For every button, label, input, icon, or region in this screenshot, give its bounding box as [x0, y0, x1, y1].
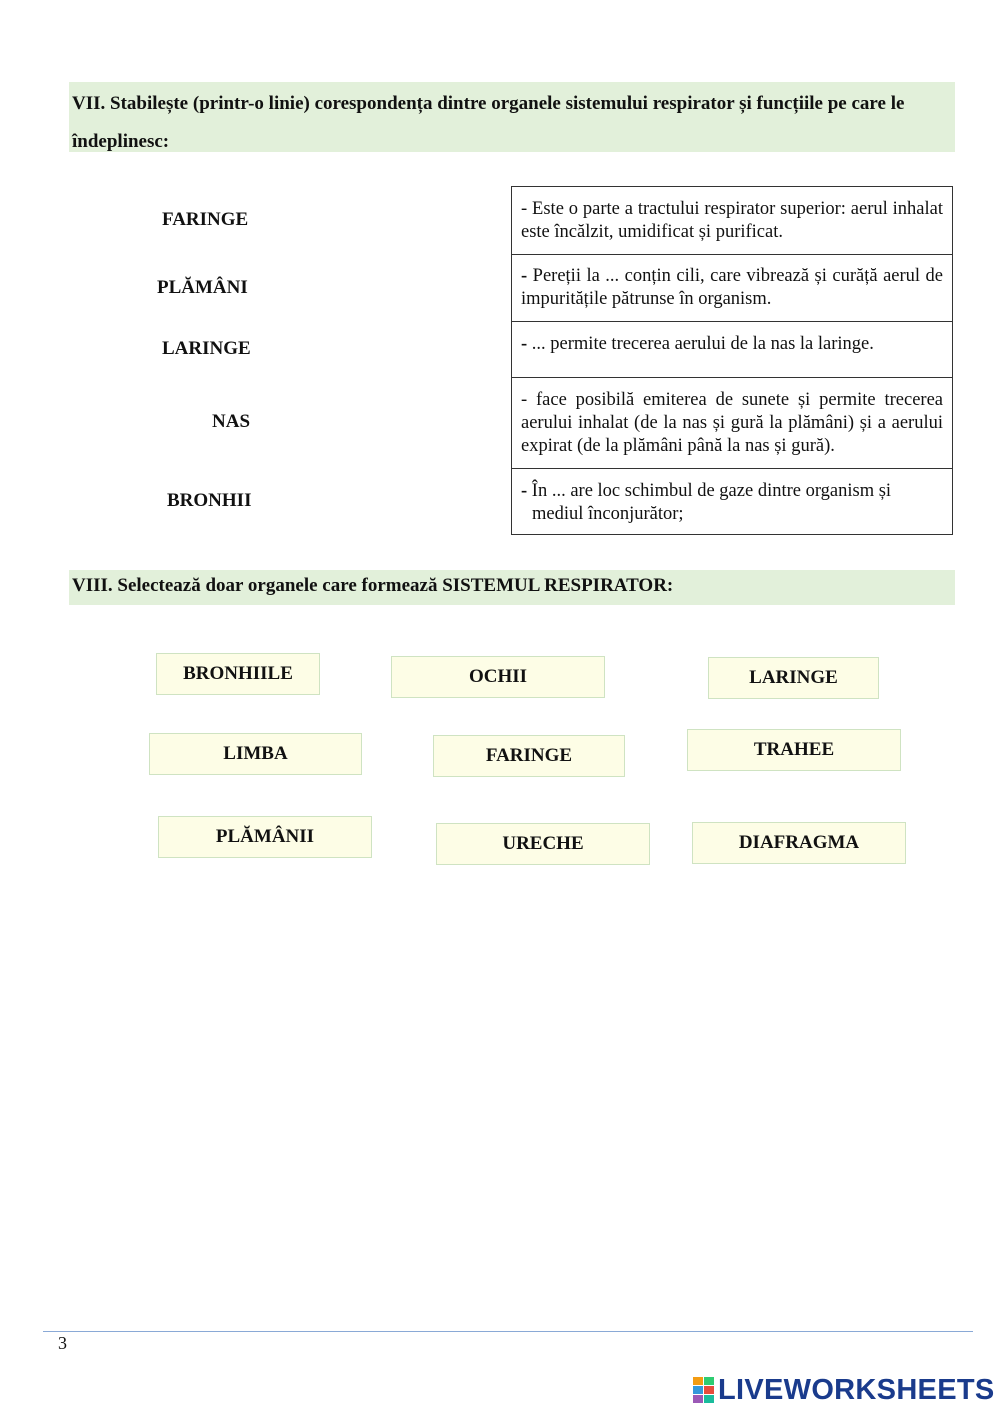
exercise-7-title: VII. Stabilește (printr-o linie) corespondența dintre organele sistemului respirator și funcțiile pe care le îndeplinesc: — [69, 82, 955, 152]
liveworksheets-logo-icon — [693, 1377, 715, 1403]
function-cell: - Este o parte a tractului respirator superior: aerul inhalat este încălzit, umidificat și purificat. — [512, 187, 953, 255]
organ-label-nas: NAS — [212, 411, 251, 432]
option-ureche[interactable]: URECHE — [436, 823, 650, 865]
option-ochii[interactable]: OCHII — [391, 656, 605, 698]
organ-label-laringe: LARINGE — [162, 338, 251, 359]
functions-table — [511, 186, 953, 535]
function-cell: - ... permite trecerea aerului de la nas la laringe. — [512, 322, 953, 378]
option-trahee[interactable]: TRAHEE — [687, 729, 901, 771]
exercise-8-title: VIII. Selectează doar organele care formează SISTEMUL RESPIRATOR: — [69, 570, 955, 605]
option-plamanii[interactable]: PLĂMÂNII — [158, 816, 372, 858]
option-faringe[interactable]: FARINGE — [433, 735, 625, 777]
option-limba[interactable]: LIMBA — [149, 733, 362, 775]
page-number: 3 — [58, 1333, 67, 1353]
option-bronhiile[interactable]: BRONHIILE — [156, 653, 320, 695]
function-cell: - În ... are loc schimbul de gaze dintre organism și mediul înconjurător; — [512, 469, 953, 535]
organ-label-plamani: PLĂMÂNI — [157, 277, 248, 298]
organ-label-faringe: FARINGE — [162, 209, 249, 230]
footer-divider — [43, 1331, 973, 1332]
option-laringe[interactable]: LARINGE — [708, 657, 879, 699]
function-cell: - face posibilă emiterea de sunete și permite trecerea aerului inhalat (de la nas și gură la plămâni) și a aerului expirat (de la plămâni până la nas și gură). — [512, 378, 953, 469]
liveworksheets-logo-text: LIVEWORKSHEETS — [718, 1373, 995, 1406]
option-diafragma[interactable]: DIAFRAGMA — [692, 822, 906, 864]
organ-label-bronhii: BRONHII — [167, 490, 252, 511]
liveworksheets-logo — [693, 1374, 995, 1406]
function-cell: - Pereții la ... conțin cili, care vibrează și curăță aerul de impuritățile pătrunse în organism. — [512, 255, 953, 322]
